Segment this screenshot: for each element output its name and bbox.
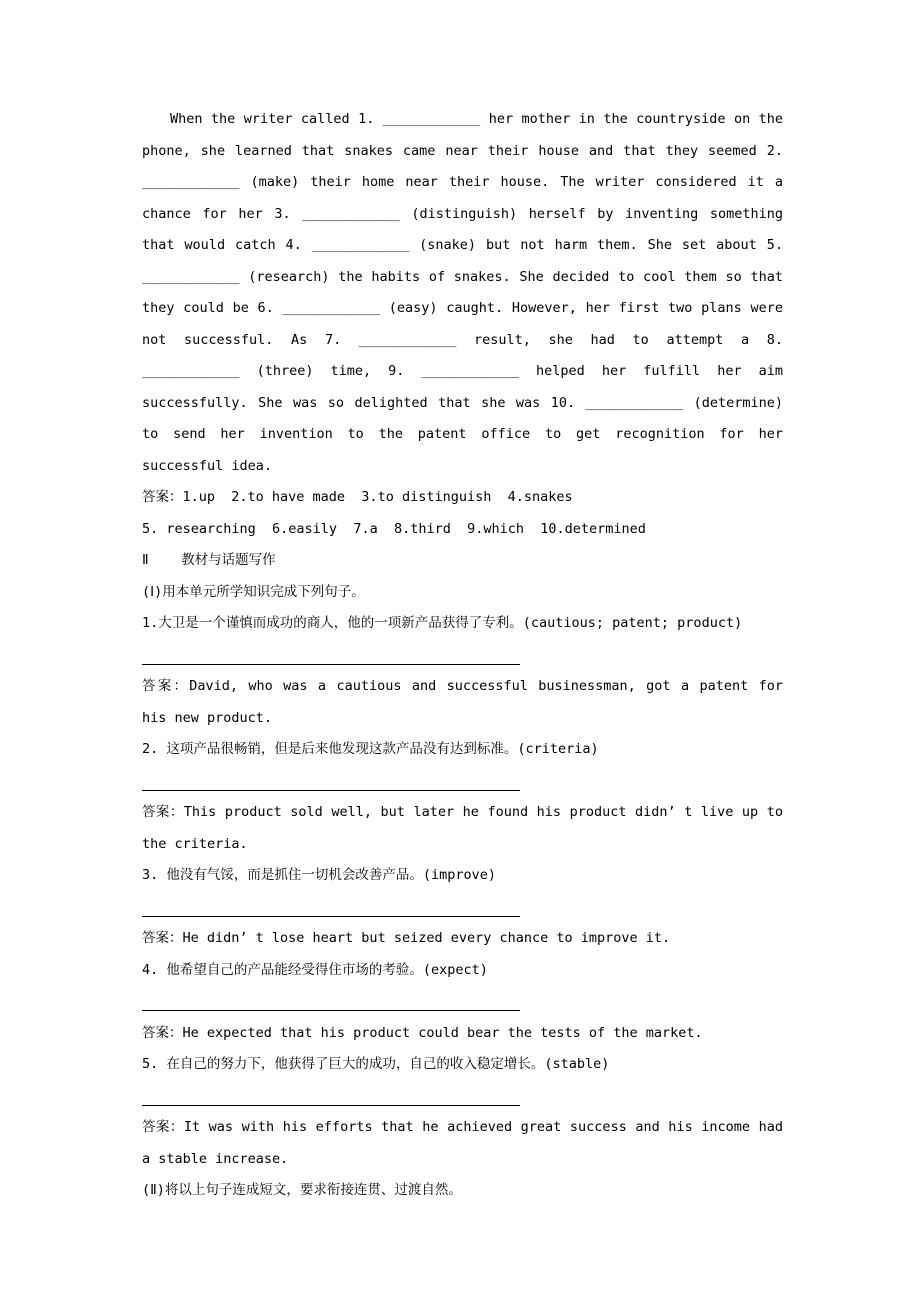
question-answer: 答案：He didn’ t lose heart but seized every chance to improve it.: [142, 930, 671, 946]
part1-heading: (Ⅰ)用本单元所学知识完成下列句子。: [142, 583, 365, 600]
writing-rule-line: [142, 916, 520, 917]
question-text: 3. 他没有气馁，而是抓住一切机会改善产品。(improve): [142, 867, 497, 883]
question-text: 4. 他希望自己的产品能经受得住市场的考验。(expect): [142, 961, 488, 978]
answer-blank-line: [142, 640, 783, 672]
cloze-answers-line-2: 5. researching 6.easily 7.a 8.third 9.which 10.determined: [142, 520, 646, 537]
question-block-1: [142, 608, 783, 734]
question-block-3: [142, 860, 783, 955]
answer-blank-line: [142, 1081, 783, 1113]
question-answer: 答案：He expected that his product could bear the tests of the market.: [142, 1024, 703, 1041]
writing-rule-line: [142, 1010, 520, 1011]
section-heading: Ⅱ 教材与话题写作: [142, 552, 276, 568]
question-block-5: [142, 1049, 783, 1175]
question-answer: 答案：David, who was a cautious and successful businessman, got a patent for his new product.: [142, 678, 783, 726]
question-answer: 答案：This product sold well, but later he found his product didn’ t live up to the criteria.: [142, 804, 783, 852]
answer-blank-line: [142, 766, 783, 798]
answer-blank-line: [142, 892, 783, 924]
cloze-answers-line-1: 答案：1.up 2.to have made 3.to distinguish 4.snakes: [142, 489, 573, 505]
question-block-2: [142, 734, 783, 860]
cloze-section: [142, 104, 783, 545]
cloze-paragraph: When the writer called 1. ____________ her mother in the countryside on the phone, she learned that snakes came near their house and that they seemed 2. ____________ (make) their home near their house. The writer considered it a chance for her 3. ____________ (distinguish) herself by inventing something that would catch 4. ____________ (snake) but not harm them. She set about 5. ____________ (research) the habits of snakes. She decided to cool them so that they could be 6. ____________ (easy) caught. However, her first two plans were not successful. As 7. ____________ result, she had to attempt a 8. ____________ (three) time, 9. ____________ helped her fulfill her aim successfully. She was so delighted that she was 10. ____________ (determine) to send her invention to the patent office to get recognition for her successful idea.: [142, 111, 783, 474]
question-block-4: [142, 955, 783, 1050]
writing-rule-line: [142, 790, 520, 791]
question-answer: 答案：It was with his efforts that he achieved great success and his income had a stable increase.: [142, 1119, 783, 1167]
writing-rule-line: [142, 664, 520, 665]
writing-section: [142, 545, 783, 1207]
question-text: 5. 在自己的努力下，他获得了巨大的成功，自己的收入稳定增长。(stable): [142, 1056, 610, 1072]
question-text: 2. 这项产品很畅销，但是后来他发现这款产品没有达到标准。(criteria): [142, 741, 599, 757]
writing-rule-line: [142, 1105, 520, 1106]
part2-heading: (Ⅱ)将以上句子连成短文，要求衔接连贯、过渡自然。: [142, 1182, 462, 1198]
answer-blank-line: [142, 986, 783, 1018]
question-text: 1.大卫是一个谨慎而成功的商人，他的一项新产品获得了专利。(cautious; patent; product): [142, 615, 743, 631]
